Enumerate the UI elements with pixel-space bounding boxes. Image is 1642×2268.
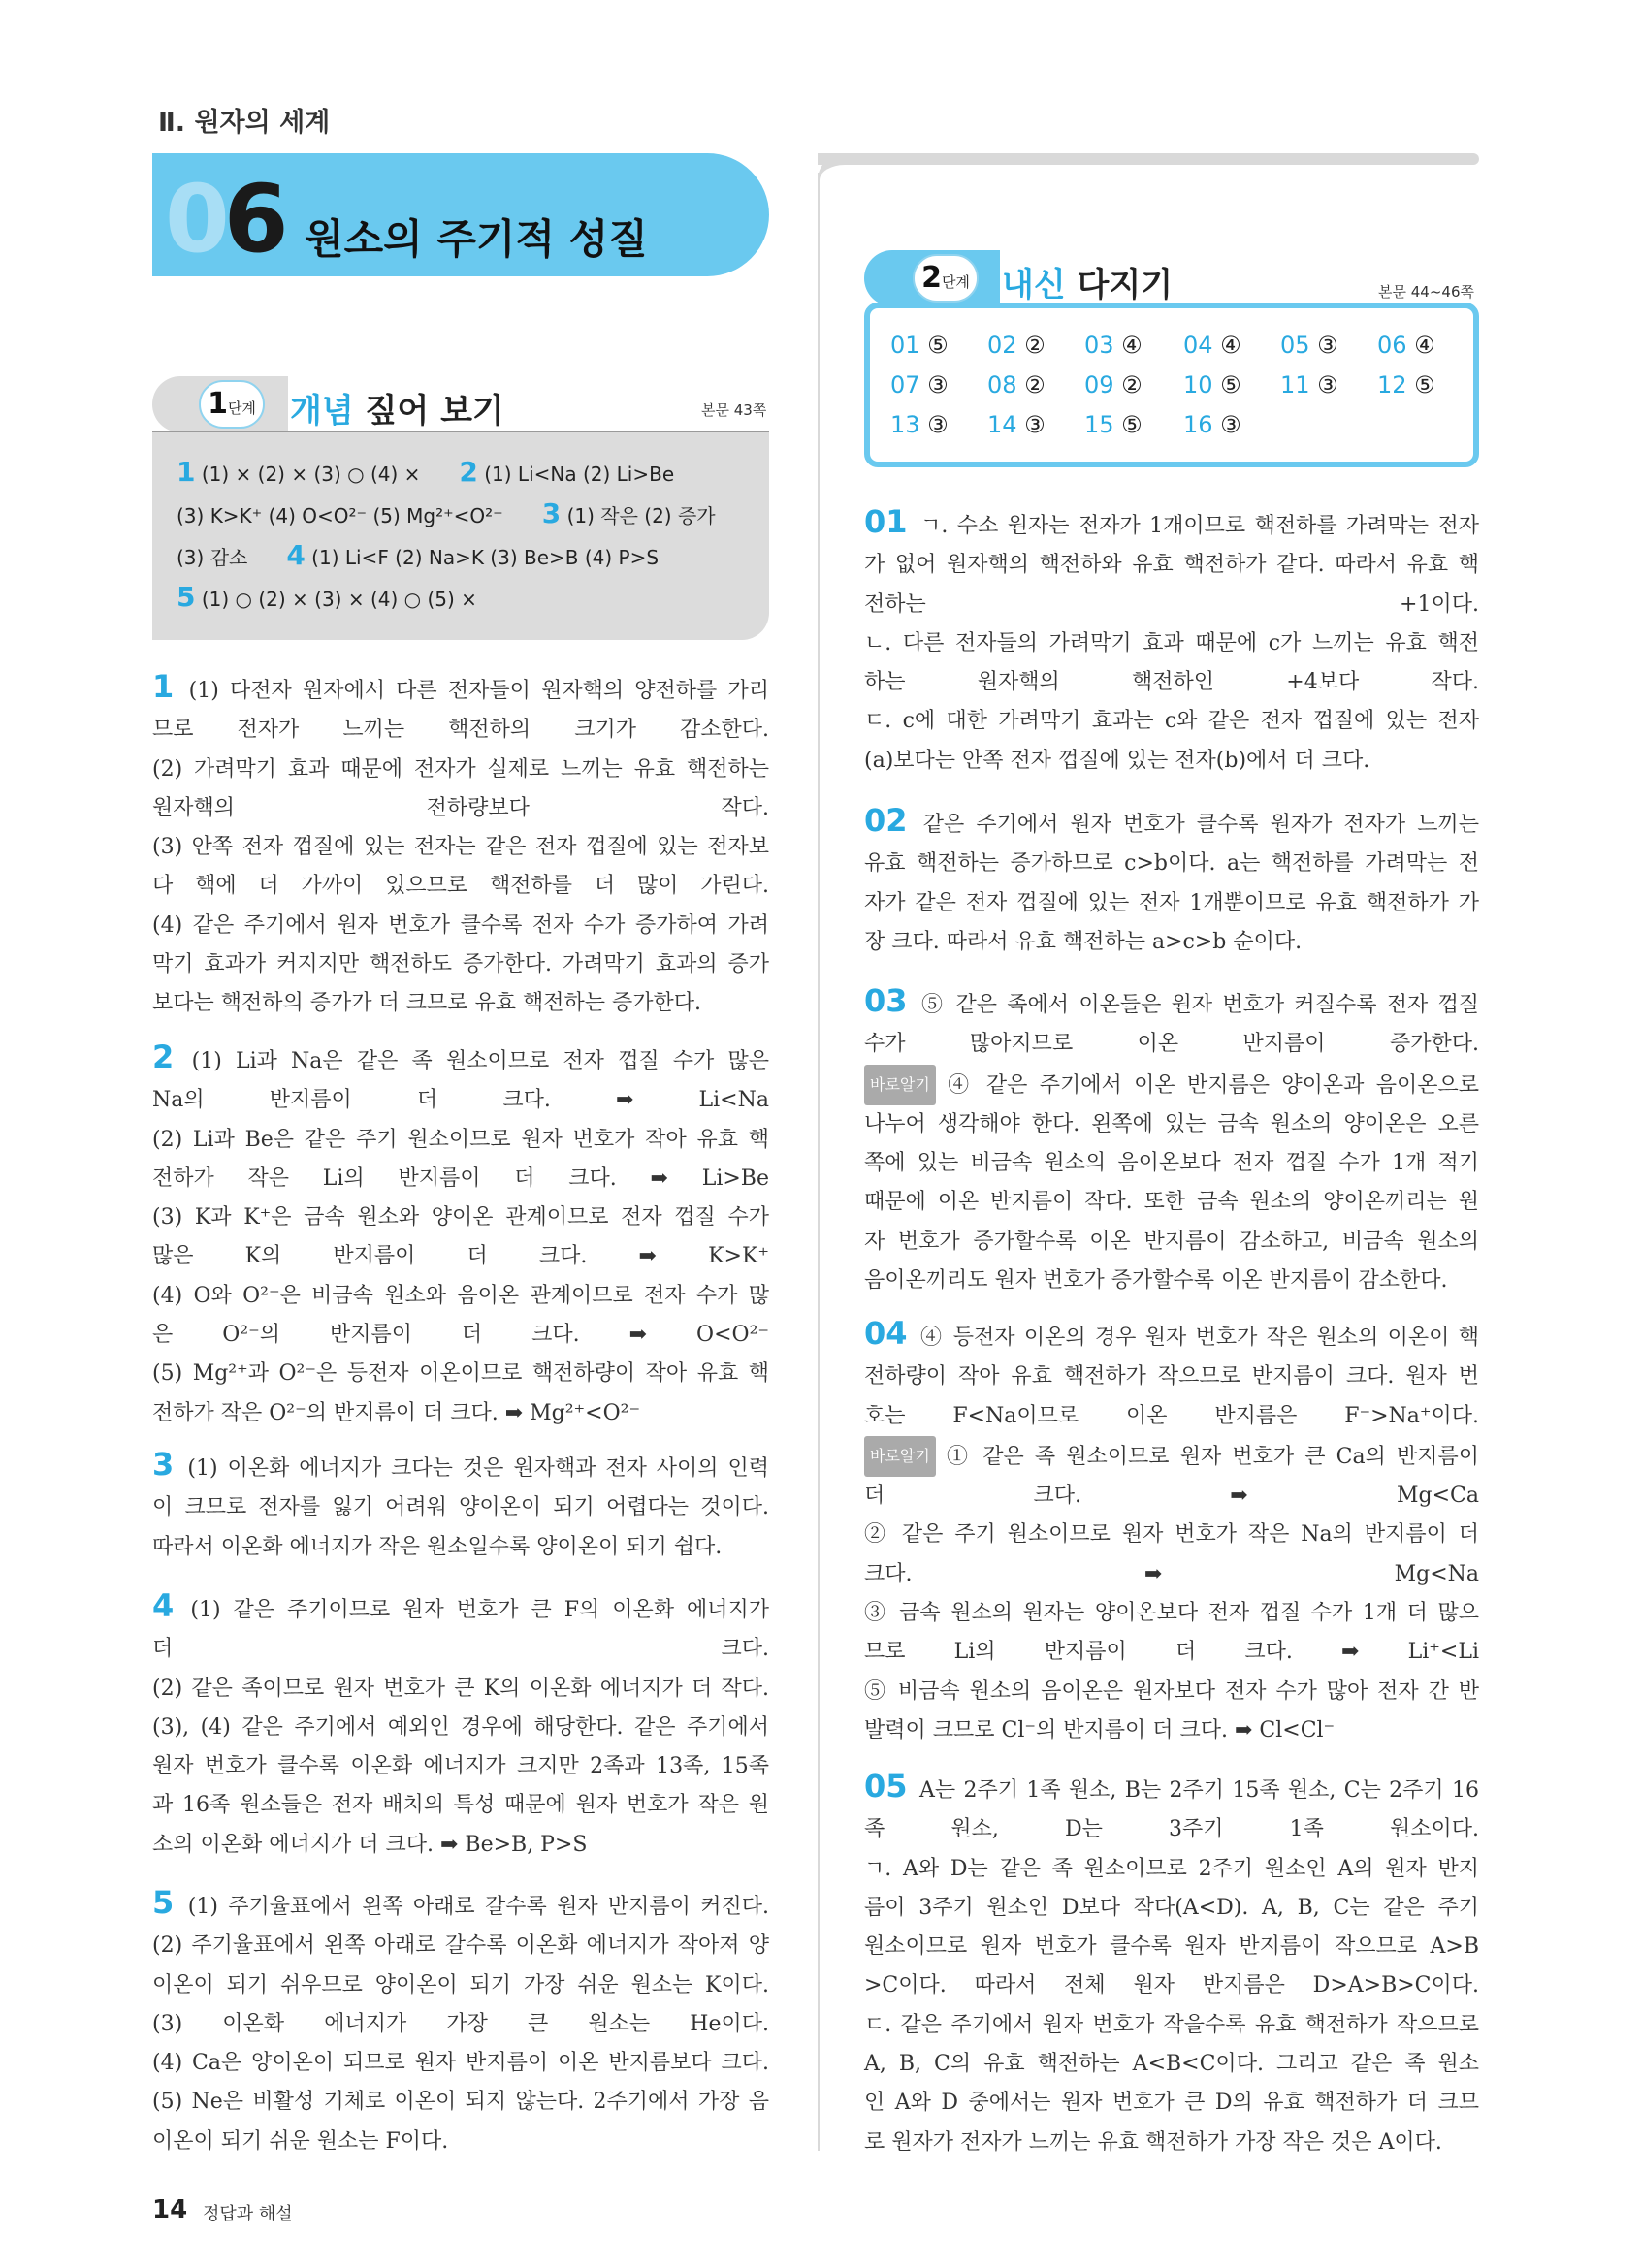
right-para-number: 01 [864,503,921,540]
left-para-line [152,1826,769,1865]
step2-title: 내신 다지기 [1002,266,1174,304]
concept-item-text: (3) K>K⁺ (4) O<O²⁻ (5) Mg²⁺<O²⁻ [177,504,503,527]
left-para-number: 1 [152,668,189,705]
left-para-line [152,1038,769,1081]
right-para-line [864,1966,1479,2005]
right-para-line [864,2045,1479,2084]
left-para-text: 소의 이온화 에너지가 더 크다. ➡ Be>B, P>S [152,1832,588,1857]
left-para-line [152,1355,769,1393]
right-para-text: ④ 등전자 이온의 경우 원자 번호가 작은 원소의 이온이 핵 [920,1326,1480,1350]
answer-choice: ④ [1414,332,1435,359]
right-para-line [864,1436,1479,1477]
left-para-text: 다 핵에 더 가까이 있으므로 핵전하를 더 많이 가린다. [152,874,769,899]
answer-item [987,332,1046,359]
left-para-line [152,867,769,906]
left-para-text: (2) 가려막기 효과 때문에 전자가 실제로 느끼는 유효 핵전하는 [152,756,769,782]
left-para-text: (4) Ca은 양이온이 되므로 원자 반지름이 이온 반지름보다 크다. [152,2051,769,2076]
right-para-line [864,981,1479,1025]
right-para-line [864,1314,1479,1358]
answer-choice: ⑤ [1220,371,1241,399]
page-number: 14 [152,2195,188,2224]
section-title: 원소의 주기적 성질 [305,215,648,263]
right-para-line [864,624,1479,663]
right-para-line [864,742,1479,781]
answer-item [1377,332,1435,359]
right-para-number: 04 [864,1315,921,1352]
right-para-block [864,981,1479,1300]
answer-question-number: 10 [1183,371,1221,399]
left-para-line [152,1394,769,1433]
concept-item-text: (1) Li<Na (2) Li>Be [477,463,675,486]
left-para-text: (3) K과 K⁺은 금속 원소와 양이온 관계이므로 전자 껍질 수가 [152,1205,769,1230]
step1-header [152,376,769,432]
answer-question-number: 05 [1280,332,1318,359]
column-divider [818,173,820,2151]
right-para-text: 로 원자가 전자가 느끼는 유효 핵전하가 가장 작은 것은 A이다. [864,2129,1442,2155]
left-para-line [152,828,769,867]
step1-title: 개념 짚어 보기 [290,392,504,431]
answer-question-number: 03 [1084,332,1122,359]
right-para-line [864,1516,1479,1554]
right-para-text: 쪽에 있는 비금속 원소의 음이온보다 전자 껍질 수가 1개 적기 [864,1151,1479,1176]
right-para-line [864,702,1479,741]
concept-line [177,581,477,613]
step2-page-ref: 본문 44~46쪽 [1378,283,1474,301]
right-para-text: 전하량이 작아 유효 핵전하가 작으므로 반지름이 크다. 원자 번 [864,1364,1479,1390]
left-para-line [152,1277,769,1316]
page-label: 정답과 해설 [203,2204,293,2224]
answer-item [987,371,1046,399]
right-para-text: 발력이 크므로 Cl⁻의 반지름이 더 크다. ➡ Cl<Cl⁻ [864,1717,1336,1742]
answer-item [1280,371,1338,399]
right-para-line [864,1767,1479,1810]
right-para-line [864,546,1479,585]
right-para-text: 수가 많아지므로 이온 반지름이 증가한다. [864,1032,1479,1057]
right-para-line [864,923,1479,962]
right-para-line [864,845,1479,883]
answer-choice: ③ [1317,332,1338,359]
correction-tag: 바로알기 [864,1065,936,1105]
left-para-line [152,1927,769,1965]
left-para-text: 따라서 이온화 에너지가 작은 원소일수록 양이온이 되기 쉽다. [152,1534,723,1559]
right-para-text: 크다. ➡ Mg<Na [864,1561,1479,1586]
concept-item-number: 1 [177,456,196,488]
step2-header [864,250,1479,306]
answer-choice: ② [1121,371,1143,399]
answer-question-number: 12 [1377,371,1415,399]
right-para-text: ① 같은 족 원소이므로 원자 번호가 큰 Ca의 반지름이 [935,1444,1479,1469]
answer-question-number: 15 [1084,411,1122,438]
answer-choice: ③ [927,411,949,438]
answer-item [987,411,1046,438]
answer-choice: ④ [1220,332,1241,359]
answer-question-number: 09 [1084,371,1122,399]
answer-item [1084,371,1143,399]
left-para-text: 과 16족 원소들은 전자 배치의 특성 때문에 원자 번호가 작은 원 [152,1793,769,1818]
left-para-line [152,2044,769,2083]
right-para-line [864,586,1479,624]
right-para-text: A, B, C의 유효 핵전하는 A<B<C이다. 그리고 같은 족 원소 [864,2052,1479,2077]
left-para-text: (1) 주기율표에서 왼쪽 아래로 갈수록 원자 반지름이 커진다. [187,1895,770,1919]
left-para-line [152,2123,769,2161]
answer-question-number: 02 [987,332,1025,359]
answer-item [1183,411,1241,438]
right-para-line [864,502,1479,546]
right-para-text: ③ 금속 원소의 원자는 양이온보다 전자 껍질 수가 1개 더 많으 [864,1601,1479,1626]
left-para-block [152,667,769,1024]
left-para-line [152,711,769,750]
concept-item-text: (1) ○ (2) × (3) × (4) ○ (5) × [195,588,477,611]
left-para-line [152,2005,769,2044]
left-para-text: (1) 다전자 원자에서 다른 전자들이 원자핵의 양전하를 가리 [188,679,770,703]
answer-item [1084,332,1143,359]
left-para-line [152,1198,769,1237]
concept-line [177,497,716,529]
left-para-text: 더 크다. [152,1637,769,1662]
right-para-number: 05 [864,1768,920,1805]
left-para-line [152,1445,769,1488]
answer-item [1280,332,1338,359]
answer-choice: ③ [1220,411,1241,438]
answer-question-number: 13 [890,411,928,438]
right-para-text: 전하는 +1이다. [864,591,1479,617]
right-para-line [864,1711,1479,1750]
answer-question-number: 14 [987,411,1025,438]
answer-choice: ⑤ [1414,371,1435,399]
right-para-line [864,801,1479,845]
answer-item [1377,371,1435,399]
left-para-line [152,1966,769,2005]
right-para-text: 므로 Li의 반지름이 더 크다. ➡ Li⁺<Li [864,1640,1479,1665]
concept-line [177,539,659,571]
left-para-line [152,1160,769,1198]
left-para-text: (5) Mg²⁺과 O²⁻은 등전자 이온이므로 핵전하량이 작아 유효 핵 [152,1361,769,1387]
left-para-text: 이 크므로 전자를 잃기 어려워 양이온이 되기 어렵다는 것이다. [152,1495,769,1520]
left-para-block [152,1038,769,1433]
right-para-text: ㄴ. 다른 전자들의 가려막기 효과 때문에 c가 느끼는 유효 핵전 [864,630,1479,655]
left-para-text: (5) Ne은 비활성 기체로 이온이 되지 않는다. 2주기에서 가장 음 [152,2090,769,2115]
right-para-text: ④ 같은 주기에서 이온 반지름은 양이온과 음이온으로 [935,1072,1479,1098]
right-para-text: ㄱ. 수소 원자는 전자가 1개이므로 핵전하를 가려막는 전자 [920,514,1479,538]
answer-choice: ③ [1024,411,1046,438]
right-para-line [864,1594,1479,1633]
left-para-line [152,751,769,789]
step2-badge: 2단계 [913,254,979,303]
left-para-line [152,1670,769,1709]
right-para-text: ㄷ. c에 대한 가려막기 효과는 c와 같은 전자 껍질에 있는 전자 [864,709,1479,734]
left-para-text: 은 O²⁻의 반지름이 더 크다. ➡ O<O²⁻ [152,1323,769,1348]
left-para-text: 이온이 되기 쉬우므로 양이온이 되기 가장 쉬운 원소는 K이다. [152,1972,769,1997]
step1-badge: 1단계 [199,380,265,429]
concept-item-number: 3 [541,497,562,529]
answer-choice: ② [1024,332,1046,359]
right-para-text: ㄷ. 같은 주기에서 원자 번호가 작을수록 유효 핵전하가 작으므로 [864,2012,1479,2037]
left-para-line [152,1586,769,1630]
left-para-block [152,1445,769,1567]
left-para-text: (2) 같은 족이므로 원자 번호가 큰 K의 이온화 에너지가 더 작다. [152,1676,769,1701]
correction-tag: 바로알기 [864,1436,936,1477]
right-para-line [864,1144,1479,1183]
right-para-text: 가 없어 원자핵의 핵전하와 유효 핵전하가 같다. 따라서 유효 핵 [864,553,1479,578]
right-para-block [864,801,1479,962]
left-para-text: 전하가 작은 Li의 반지름이 더 크다. ➡ Li>Be [152,1166,769,1191]
right-para-line [864,1183,1479,1222]
right-para-line [864,1555,1479,1594]
right-para-text: 장 크다. 따라서 유효 핵전하는 a>c>b 순이다. [864,929,1303,954]
right-para-line [864,1262,1479,1300]
left-para-text: 보다는 핵전하의 증가가 더 크므로 유효 핵전하는 증가한다. [152,991,701,1016]
answer-choice: ③ [1317,371,1338,399]
left-para-text: 막기 효과가 커지지만 핵전하도 증가한다. 가려막기 효과의 증가 [152,952,769,977]
right-para-number: 03 [864,982,921,1019]
right-para-line [864,1065,1479,1105]
right-para-text: 유효 핵전하는 증가하므로 c>b이다. a는 핵전하를 가려막는 전 [864,851,1479,877]
answer-item [1183,371,1241,399]
concept-item-text: (3) 감소 [177,546,248,569]
right-para-block [864,1314,1479,1750]
left-para-text: 이온이 되기 쉬운 원소는 F이다. [152,2128,449,2154]
right-para-line [864,1358,1479,1396]
answer-question-number: 16 [1183,411,1221,438]
right-para-text: 원소이므로 원자 번호가 클수록 원자 반지름이 작으므로 A>B [864,1934,1479,1960]
answer-item [1084,411,1143,438]
right-para-line [864,1633,1479,1672]
left-para-line [152,1488,769,1527]
left-para-text: 므로 전자가 느끼는 핵전하의 크기가 감소한다. [152,718,769,743]
right-para-line [864,1850,1479,1889]
left-para-line [152,907,769,945]
concept-item-text: (1) Li<F (2) Na>K (3) Be>B (4) P>S [305,546,660,569]
right-para-text: 하는 원자핵의 핵전하인 +4보다 작다. [864,670,1479,695]
left-para-line [152,1237,769,1276]
left-para-number: 3 [152,1446,188,1483]
right-para-text: 인 A와 D 중에서는 원자 번호가 큰 D의 유효 핵전하가 더 크므 [864,2091,1479,2116]
answer-question-number: 11 [1280,371,1318,399]
left-para-line [152,945,769,984]
answer-item [1183,332,1241,359]
right-para-line [864,1673,1479,1711]
concept-item-number: 4 [286,539,306,571]
left-para-text: 전하가 작은 O²⁻의 반지름이 더 크다. ➡ Mg²⁺<O²⁻ [152,1400,641,1425]
left-para-number: 5 [152,1884,188,1921]
left-para-line [152,1747,769,1786]
left-para-line [152,1786,769,1825]
left-para-line [152,1081,769,1120]
right-para-line [864,1889,1479,1928]
left-para-text: 원자 번호가 클수록 이온화 에너지가 크지만 2족과 13족, 15족 [152,1754,769,1779]
concept-line [177,456,674,488]
concept-item-number: 2 [459,456,478,488]
left-para-text: (1) Li과 Na은 같은 족 원소이므로 전자 껍질 수가 많은 [191,1049,770,1073]
right-para-text: 름이 3주기 원소인 D보다 작다(A<D). A, B, C는 같은 주기 [864,1895,1479,1920]
answer-question-number: 08 [987,371,1025,399]
right-para-line [864,2124,1479,2162]
right-para-number: 02 [864,802,923,839]
right-para-line [864,1223,1479,1262]
answer-question-number: 01 [890,332,928,359]
left-para-number: 2 [152,1038,192,1075]
right-para-text: 같은 주기에서 원자 번호가 클수록 원자가 전자가 느끼는 [922,813,1480,837]
left-para-text: (2) 주기율표에서 왼쪽 아래로 갈수록 이온화 에너지가 작아져 양 [152,1933,769,1959]
right-para-line [864,1105,1479,1144]
right-para-text: 때문에 이온 반지름이 작다. 또한 금속 원소의 양이온끼리는 원 [864,1190,1479,1215]
section-number: 06 [165,165,283,273]
left-para-text: 많은 K의 반지름이 더 크다. ➡ K>K⁺ [152,1244,769,1269]
left-para-text: (4) O와 O²⁻은 비금속 원소와 음이온 관계이므로 전자 수가 많 [152,1283,769,1308]
answer-item [890,411,949,438]
right-para-text: ⑤ 비금속 원소의 음이온은 원자보다 전자 수가 많아 전자 간 반 [864,1678,1479,1704]
left-para-text: Na의 반지름이 더 크다. ➡ Li<Na [152,1088,769,1113]
left-para-number: 4 [152,1587,191,1624]
left-para-block [152,1586,769,1865]
left-para-line [152,2083,769,2122]
answer-choice: ④ [1121,332,1143,359]
left-para-line [152,1883,769,1927]
answer-question-number: 06 [1377,332,1415,359]
right-para-text: ⑤ 같은 족에서 이온들은 원자 번호가 커질수록 전자 껍질 [920,993,1480,1017]
right-para-line [864,1810,1479,1849]
left-para-line [152,984,769,1023]
answer-choice: ⑤ [1121,411,1143,438]
left-para-block [152,1883,769,2161]
concept-item-text: (1) 작은 (2) 증가 [561,504,716,527]
concept-item-number: 5 [177,581,196,613]
right-para-text: 음이온끼리도 원자 번호가 증가할수록 이온 반지름이 감소한다. [864,1268,1448,1294]
right-para-line [864,1477,1479,1516]
answer-question-number: 07 [890,371,928,399]
left-para-text: 원자핵의 전하량보다 작다. [152,795,769,820]
right-para-line [864,2006,1479,2045]
right-para-text: ② 같은 주기 원소이므로 원자 번호가 작은 Na의 반지름이 더 [864,1522,1479,1548]
right-para-text: 자가 같은 전자 껍질에 있는 전자 1개뿐이므로 유효 핵전하가 가 [864,890,1479,915]
left-para-line [152,1316,769,1355]
left-para-line [152,1709,769,1747]
answer-item [890,332,949,359]
right-column-top-bar [818,153,1479,165]
left-para-text: (1) 같은 주기이므로 원자 번호가 큰 F의 이온화 에너지가 [190,1598,770,1622]
right-para-text: (a)보다는 안쪽 전자 껍질에 있는 전자(b)에서 더 크다. [864,748,1370,773]
right-para-block [864,502,1479,781]
left-para-line [152,789,769,828]
answer-choice: ⑤ [927,332,949,359]
right-para-line [864,663,1479,702]
left-para-line [152,1528,769,1567]
right-para-text: 나누어 생각해야 한다. 왼쪽에 있는 금속 원소의 양이온은 오른 [864,1111,1479,1136]
right-para-line [864,1025,1479,1064]
right-para-text: A는 2주기 1족 원소, B는 2주기 15족 원소, C는 2주기 16 [919,1778,1479,1803]
right-para-line [864,1397,1479,1436]
answer-question-number: 04 [1183,332,1221,359]
concept-item-text: (1) × (2) × (3) ○ (4) × [195,463,421,486]
step1-page-ref: 본문 43쪽 [701,401,767,419]
left-para-line [152,1630,769,1669]
right-para-line [864,2084,1479,2123]
left-para-text: (3) 이온화 에너지가 가장 큰 원소는 He이다. [152,2011,769,2036]
left-para-line [152,667,769,711]
right-para-line [864,884,1479,923]
left-para-text: (2) Li과 Be은 같은 주기 원소이므로 원자 번호가 작아 유효 핵 [152,1127,769,1152]
right-para-text: 더 크다. ➡ Mg<Ca [864,1484,1479,1509]
answer-item [890,371,949,399]
right-para-block [864,1767,1479,2162]
answer-choice: ② [1024,371,1046,399]
right-para-text: 자 번호가 증가할수록 이온 반지름이 감소하고, 비금속 원소의 [864,1229,1479,1254]
left-para-text: (4) 같은 주기에서 원자 번호가 클수록 전자 수가 증가하여 가려 [152,912,769,938]
left-para-text: (1) 이온화 에너지가 크다는 것은 원자핵과 전자 사이의 인력 [187,1456,770,1481]
left-para-line [152,1121,769,1160]
right-para-line [864,1928,1479,1966]
right-para-text: 족 원소, D는 3주기 1족 원소이다. [864,1817,1479,1842]
right-para-text: 호는 F<Na이므로 이온 반지름은 F⁻>Na⁺이다. [864,1403,1479,1428]
left-para-text: (3), (4) 같은 주기에서 예외인 경우에 해당한다. 같은 주기에서 [152,1714,769,1740]
left-para-text: (3) 안쪽 전자 껍질에 있는 전자는 같은 전자 껍질에 있는 전자보 [152,835,769,860]
right-para-text: ㄱ. A와 D는 같은 족 원소이므로 2주기 원소인 A의 원자 반지 [864,1856,1479,1881]
chapter-heading: Ⅱ. 원자의 세계 [158,108,331,138]
right-para-text: >C이다. 따라서 전체 원자 반지름은 D>A>B>C이다. [864,1973,1479,1998]
answer-choice: ③ [927,371,949,399]
